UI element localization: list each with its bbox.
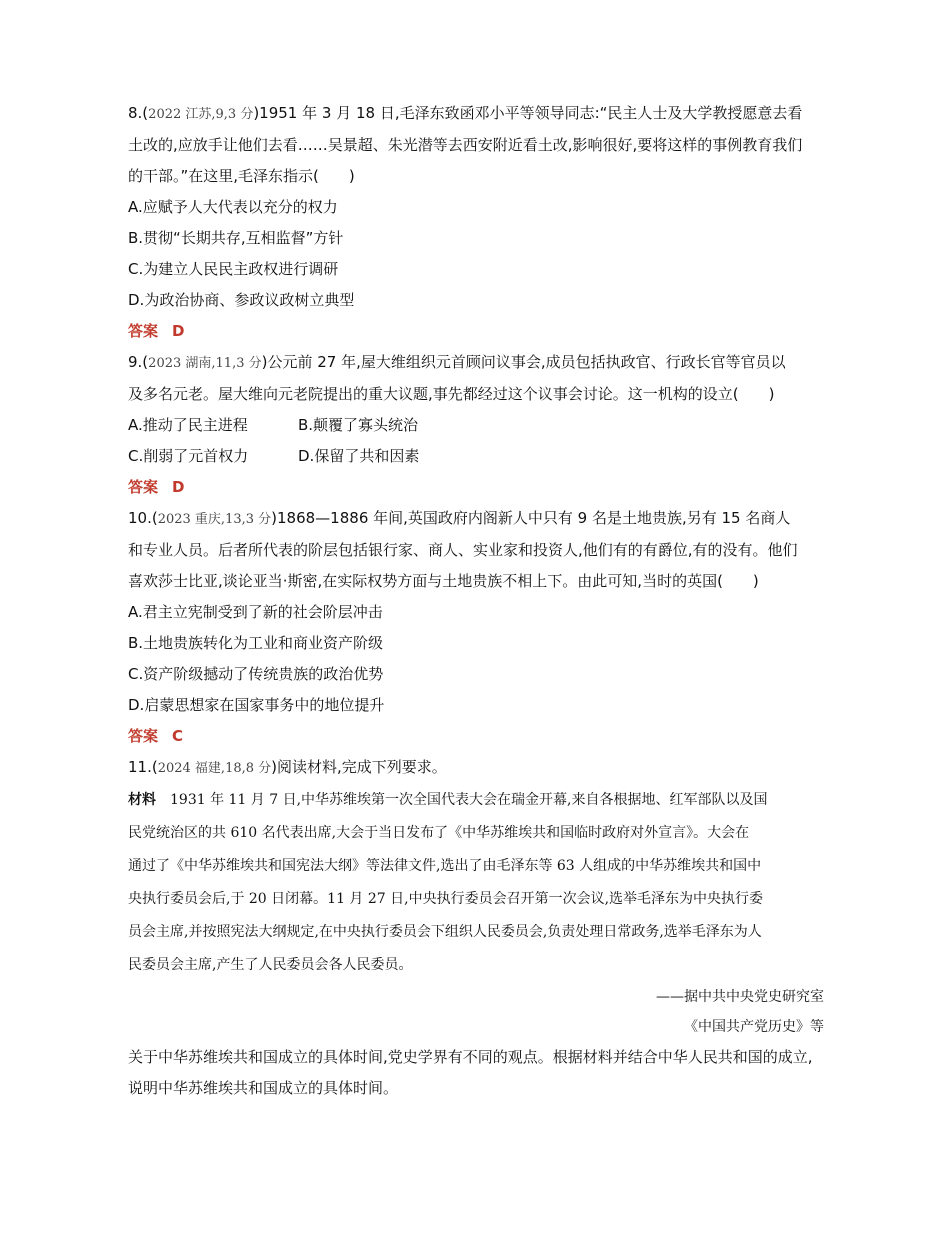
question-8 [128,98,830,347]
question-9-option-a: A.推动了民主进程 [128,416,248,434]
question-8-option-b: B.贯彻“长期共存,互相监督”方针 [128,229,344,247]
question-10-option-d: D.启蒙思想家在国家事务中的地位提升 [128,696,385,714]
question-10-option-c: C.资产阶级撼动了传统贵族的政治优势 [128,665,384,683]
material-line-1: 材料 1931 年 11 月 7 日,中华苏维埃第一次全国代表大会在瑞金开幕,来自各根据地、红军部队以及国 [128,792,768,808]
question-10-stem-line-3: 喜欢莎士比亚,谈论亚当·斯密,在实际权势方面与土地贵族不相上下。由此可知,当时的英国( ) [128,572,759,590]
question-9-option-b: B.颠覆了寡头统治 [298,416,419,434]
question-11-source: 2024 福建,18,8 分 [157,761,272,776]
question-9-answer: 答案 D [128,478,185,496]
question-9 [128,347,830,503]
question-10-stem-line-2: 和专业人员。后者所代表的阶层包括银行家、商人、实业家和投资人,他们有的有爵位,有的没有。他们 [128,541,798,559]
material-line-6: 民委员会主席,产生了人民委员会各人民委员。 [128,957,413,973]
question-10-source: 2023 重庆,13,3 分 [157,512,272,527]
question-8-source: 2022 江苏,9,3 分 [148,107,254,122]
exam-page [128,98,830,1104]
question-11-stem-line-1: 11.(2024 福建,18,8 分)阅读材料,完成下列要求。 [128,758,447,776]
question-9-options-row-2 [128,441,830,472]
citation-line-2: 《中国共产党历史》等 [684,1019,824,1035]
question-8-option-c: C.为建立人民民主政权进行调研 [128,260,339,278]
question-9-stem-line-2: 及多名元老。屋大维向元老院提出的重大议题,事先都经过这个议事会讨论。这一机构的设立( ) [128,385,775,403]
material-line-4: 央执行委员会后,于 20 日闭幕。11 月 27 日,中央执行委员会召开第一次会议,选举毛泽东为中央执行委 [128,891,764,907]
question-10 [128,503,830,752]
question-10-option-b: B.土地贵族转化为工业和商业资产阶级 [128,634,384,652]
question-8-option-a: A.应赋予人大代表以充分的权力 [128,198,338,216]
question-8-stem-line-2: 土改的,应放手让他们去看……吴景超、朱光潜等去西安附近看土改,影响很好,要将这样的事例教育我们 [128,136,803,154]
citation-line-1: ——据中共中央党史研究室 [656,989,824,1005]
question-9-stem-line-1: 9.(2023 湖南,11,3 分)公元前 27 年,屋大维组织元首顾问议事会,成员包括执政官、行政长官等官员以 [128,353,786,371]
material-line-3: 通过了《中华苏维埃共和国宪法大纲》等法律文件,选出了由毛泽东等 63 人组成的中华苏维埃共和国中 [128,858,762,874]
question-9-option-c: C.削弱了元首权力 [128,447,249,465]
question-9-options-row-1 [128,410,830,441]
question-8-answer: 答案 D [128,322,185,340]
question-10-answer: 答案 C [128,727,184,745]
question-9-option-d: D.保留了共和因素 [298,447,420,465]
question-8-option-d: D.为政治协商、参政议政树立典型 [128,291,355,309]
question-11-requirement-line-2: 说明中华苏维埃共和国成立的具体时间。 [128,1079,399,1097]
question-8-stem-line-1: 8.(2022 江苏,9,3 分)1951 年 3 月 18 日,毛泽东致函邓小平等领导同志:“民主人士及大学教授愿意去看 [128,104,803,122]
question-10-stem-line-1: 10.(2023 重庆,13,3 分)1868—1886 年间,英国政府内阁新人中只有 9 名是土地贵族,另有 15 名商人 [128,509,791,527]
question-11-requirement-line-1: 关于中华苏维埃共和国成立的具体时间,党史学界有不同的观点。根据材料并结合中华人民共和国的成立, [128,1048,813,1066]
material-line-2: 民党统治区的共 610 名代表出席,大会于当日发布了《中华苏维埃共和国临时政府对外宣言》。大会在 [128,825,750,841]
material-line-5: 员会主席,并按照宪法大纲规定,在中央执行委员会下组织人民委员会,负责处理日常政务,选举毛泽东为人 [128,924,762,940]
question-10-option-a: A.君主立宪制受到了新的社会阶层冲击 [128,603,383,621]
question-9-source: 2023 湖南,11,3 分 [148,356,262,371]
question-11 [128,752,830,1104]
question-8-stem-line-3: 的干部。”在这里,毛泽东指示( ) [128,167,355,185]
material-tag: 材料 [128,792,156,808]
